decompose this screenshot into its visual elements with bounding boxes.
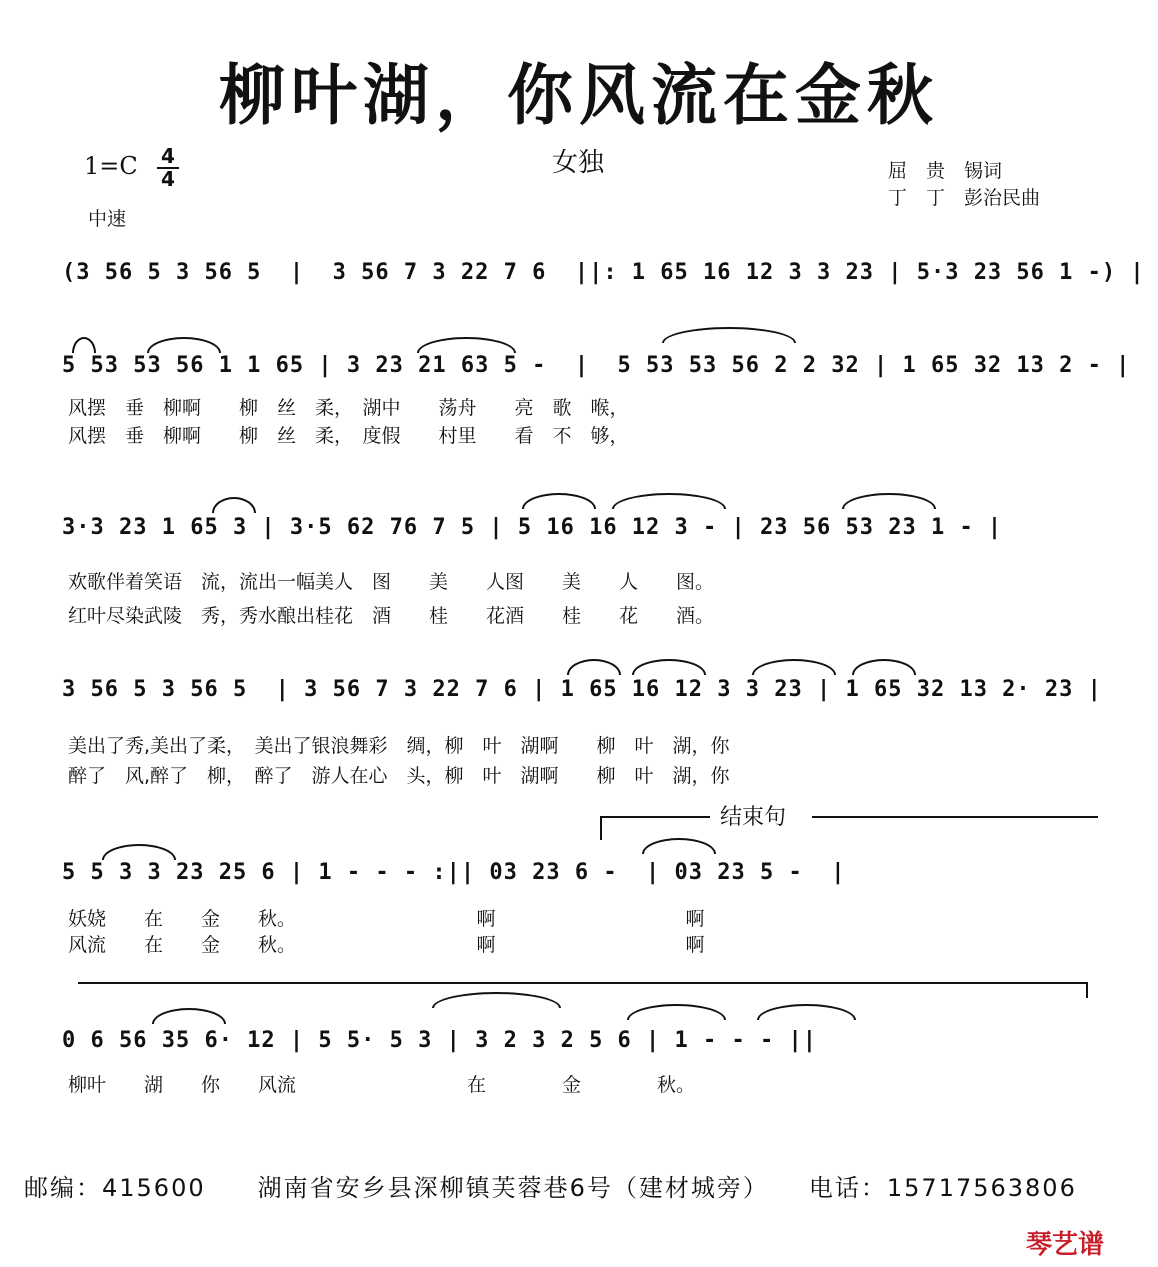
- site-logo: 琴艺谱: [1026, 1230, 1105, 1260]
- ending-label: 结束句: [720, 805, 787, 830]
- notation-line: 5 5 3 3 23 25 6 | 1 - - - :|| 03 23 6 - | 03 23 5 - |: [62, 860, 846, 885]
- notation-line: (3 56 5 3 56 5 | 3 56 7 3 22 7 6 ||: 1 65 16 12 3 3 23 | 5·3 23 56 1 -) |: [62, 260, 1145, 285]
- slur-mark: [152, 1008, 226, 1024]
- slur-mark: [432, 992, 561, 1008]
- slur-mark: [757, 1004, 856, 1020]
- notation-line: 5 53 53 56 1 1 65 | 3 23 21 63 5 - | 5 53 53 56 2 2 32 | 1 65 32 13 2 - |: [62, 353, 1131, 378]
- performance-type: 女独: [552, 148, 605, 178]
- score-row-6: [62, 1026, 1102, 1146]
- lyric-verse-1: 欢歌伴着笑语 流，流出一幅美人 图 美 人图 美 人 图。: [68, 571, 715, 593]
- slur-mark: [522, 493, 596, 509]
- footer-contact: 邮编：415600 湖南省安乡县深柳镇芙蓉巷6号（建材城旁） 电话：15717563806: [24, 1174, 1077, 1202]
- lyric-verse-2: 红叶尽染武陵 秀，秀水酿出桂花 酒 桂 花酒 桂 花 酒。: [68, 605, 715, 627]
- notation-line: 0 6 56 35 6· 12 | 5 5· 5 3 | 3 2 3 2 5 6 | 1 - - - ||: [62, 1028, 817, 1053]
- notation-line: 3 56 5 3 56 5 | 3 56 7 3 22 7 6 | 1 65 16 12 3 3 23 | 1 65 32 13 2· 23 |: [62, 677, 1102, 702]
- phrase-bracket-line: [78, 982, 1088, 984]
- slur-mark: [567, 659, 621, 675]
- lyric-verse-1: 妖娆 在 金 秋。 啊 啊: [68, 908, 705, 930]
- slur-mark: [632, 659, 706, 675]
- ending-bracket-hook: [600, 816, 602, 840]
- score-row-4: [62, 675, 1102, 795]
- time-signature-denominator: 4: [157, 167, 179, 190]
- ending-bracket-line: [600, 816, 710, 818]
- slur-mark: [102, 844, 176, 860]
- lyric-verse-2: 风流 在 金 秋。 啊 啊: [68, 934, 705, 956]
- time-signature-numerator: 4: [161, 144, 175, 168]
- time-signature: [157, 146, 179, 190]
- lyricist-credit: 屈 贵 锡词: [888, 160, 1003, 182]
- score-row-5: [62, 858, 1102, 978]
- slur-mark: [642, 838, 716, 854]
- key-signature: 1=C: [84, 152, 138, 180]
- notation-line: 3·3 23 1 65 3 | 3·5 62 76 7 5 | 5 16 16 12 3 - | 23 56 53 23 1 - |: [62, 515, 1003, 540]
- lyric-line: 柳叶 湖 你 风流 在 金 秋。: [68, 1074, 696, 1096]
- ending-bracket-line: [812, 816, 1098, 818]
- song-title: 柳叶湖，你风流在金秋: [219, 57, 939, 134]
- slur-mark: [612, 493, 726, 509]
- tempo-marking: 中速: [88, 208, 127, 230]
- lyric-verse-1: 美出了秀,美出了柔， 美出了银浪舞彩 绸，柳 叶 湖啊 柳 叶 湖，你: [68, 735, 730, 757]
- slur-mark: [627, 1004, 726, 1020]
- lyric-verse-2: 风摆 垂 柳啊 柳 丝 柔， 度假 村里 看 不 够，: [68, 425, 629, 447]
- composer-credit: 丁 丁 彭治民曲: [888, 187, 1041, 209]
- slur-mark: [212, 497, 256, 513]
- lyric-verse-2: 醉了 风,醉了 柳， 醉了 游人在心 头，柳 叶 湖啊 柳 叶 湖，你: [68, 765, 730, 787]
- credits: [888, 158, 1040, 212]
- score-row-3: [62, 513, 1102, 633]
- slur-mark: [842, 493, 936, 509]
- phrase-bracket-hook: [1086, 982, 1088, 998]
- lyric-verse-1: 风摆 垂 柳啊 柳 丝 柔， 湖中 荡舟 亮 歌 喉，: [68, 397, 629, 419]
- slur-mark: [752, 659, 836, 675]
- score-row-2: [62, 345, 1131, 465]
- slur-mark: [852, 659, 916, 675]
